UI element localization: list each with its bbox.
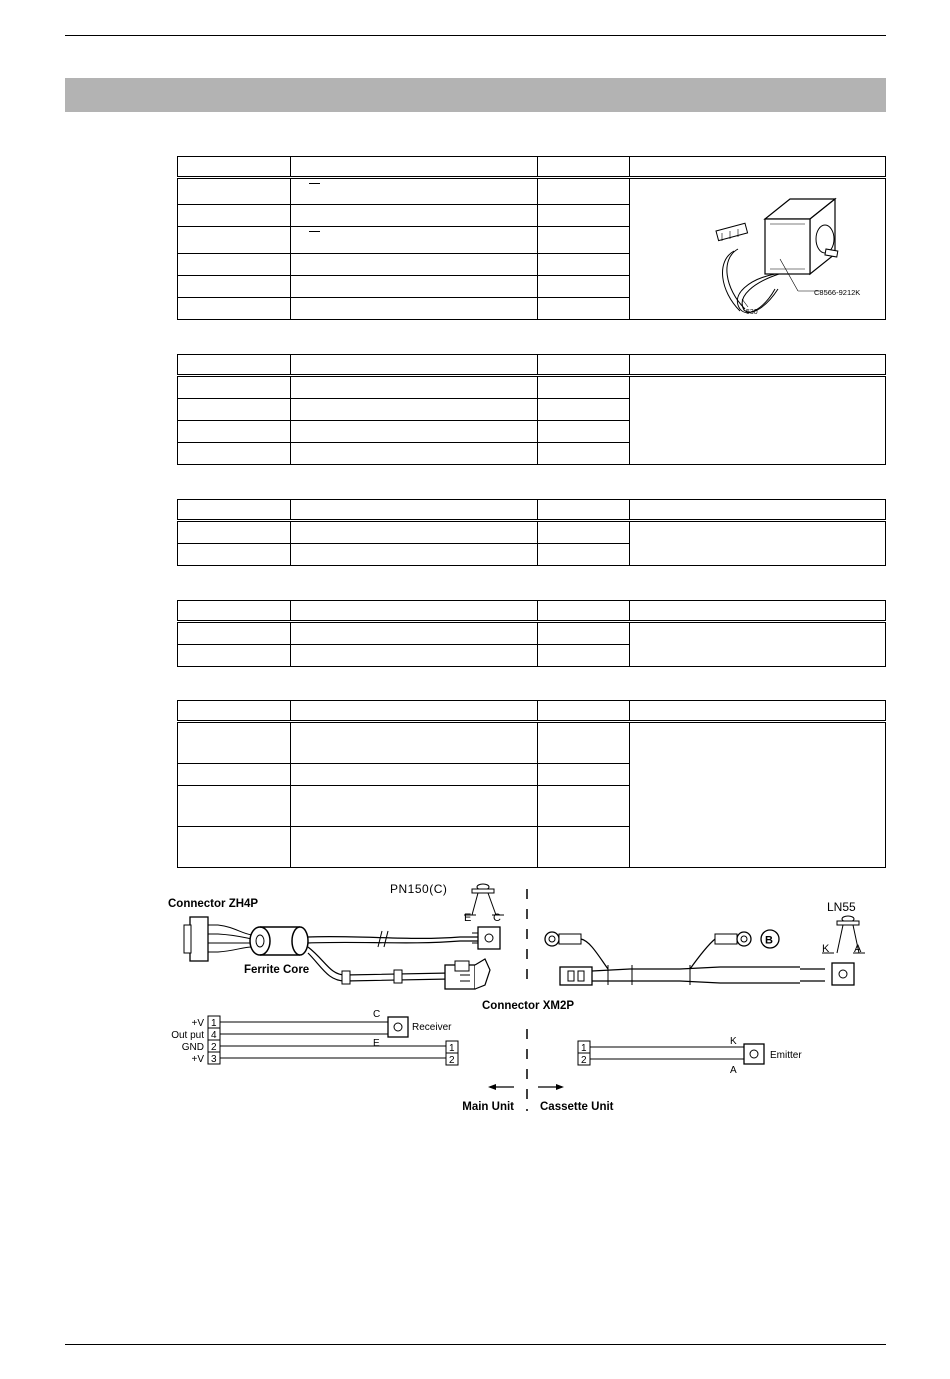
table-header-row	[178, 601, 886, 622]
main-unit-label: Main Unit	[462, 1101, 514, 1113]
mid-pin-1: 1	[449, 1043, 455, 1054]
pin-table-4	[177, 600, 886, 667]
table-row	[178, 376, 886, 399]
emitter-label: Emitter	[770, 1050, 802, 1061]
table-row	[178, 521, 886, 544]
section-banner	[65, 78, 886, 112]
mid-pin-2: 2	[449, 1055, 455, 1066]
left-pin-3-number: 2	[211, 1042, 217, 1053]
sensor-wiring-diagram	[160, 875, 880, 1120]
receiver-pin-c-top: C	[493, 912, 501, 924]
motor-part-code: C8566-9212K	[814, 288, 861, 297]
left-pin-2-signal: Out put	[171, 1030, 204, 1041]
left-pin-1-signal: +V	[191, 1018, 204, 1029]
xm2p-connector-icon	[445, 959, 490, 989]
top-rule	[65, 35, 886, 36]
pin-table-3	[177, 499, 886, 566]
motor-pin-table	[177, 156, 886, 320]
cable-length-label: 530	[746, 309, 758, 316]
left-pin-2-number: 4	[211, 1030, 217, 1041]
emitter-pin-k-top: K	[822, 943, 830, 955]
receiver-schematic-icon	[384, 1017, 408, 1037]
right-pin-1: 1	[581, 1043, 587, 1054]
cassette-unit-label: Cassette Unit	[540, 1101, 614, 1113]
pin-table-2	[177, 354, 886, 465]
receiver-sensor-label: PN150(C)	[390, 882, 448, 896]
connector-zh4p-label: Connector ZH4P	[168, 898, 259, 910]
stepper-motor-illustration	[630, 179, 884, 319]
connector-xm2p-label: Connector XM2P	[482, 1000, 575, 1012]
table-header-row	[178, 701, 886, 722]
xm2p-mate-connector-icon	[560, 967, 592, 985]
emitter-schematic-icon	[740, 1044, 764, 1064]
receiver-label: Receiver	[412, 1022, 452, 1033]
motor-illustration-cell	[630, 178, 886, 320]
table-header-row	[178, 355, 886, 376]
table-row	[178, 722, 886, 764]
left-pin-1-number: 1	[211, 1018, 217, 1029]
emitter-pin-a-top: A	[854, 943, 862, 955]
zh4p-connector-icon	[184, 917, 218, 961]
left-pin-3-signal: GND	[181, 1042, 204, 1053]
left-pin-4-number: 3	[211, 1054, 217, 1065]
ferrite-core-icon	[250, 927, 308, 955]
marker-b-icon	[761, 930, 779, 948]
emitter-pin-k-schematic: K	[730, 1036, 737, 1047]
emitter-pin-a-schematic: A	[730, 1065, 737, 1076]
table-header-row	[178, 157, 886, 178]
bottom-rule	[65, 1344, 886, 1345]
ring-terminal-right-icon	[715, 932, 751, 946]
table-row	[178, 622, 886, 645]
receiver-pin-e-top: E	[464, 912, 472, 924]
receiver-pin-e-schematic: E	[373, 1038, 380, 1049]
ferrite-core-label: Ferrite Core	[244, 964, 310, 976]
cassette-unit-arrow-icon	[538, 1084, 564, 1090]
marker-b-label: B	[765, 934, 773, 947]
left-pin-4-signal: +V	[191, 1054, 204, 1065]
table-header-row	[178, 500, 886, 521]
main-unit-arrow-icon	[488, 1084, 514, 1090]
ring-terminal-left-icon	[545, 932, 581, 946]
emitter-sensor-label: LN55	[827, 900, 856, 914]
right-pin-2: 2	[581, 1055, 587, 1066]
table-row	[178, 178, 886, 205]
pin-table-5	[177, 700, 886, 868]
receiver-pin-c-schematic: C	[373, 1009, 381, 1020]
